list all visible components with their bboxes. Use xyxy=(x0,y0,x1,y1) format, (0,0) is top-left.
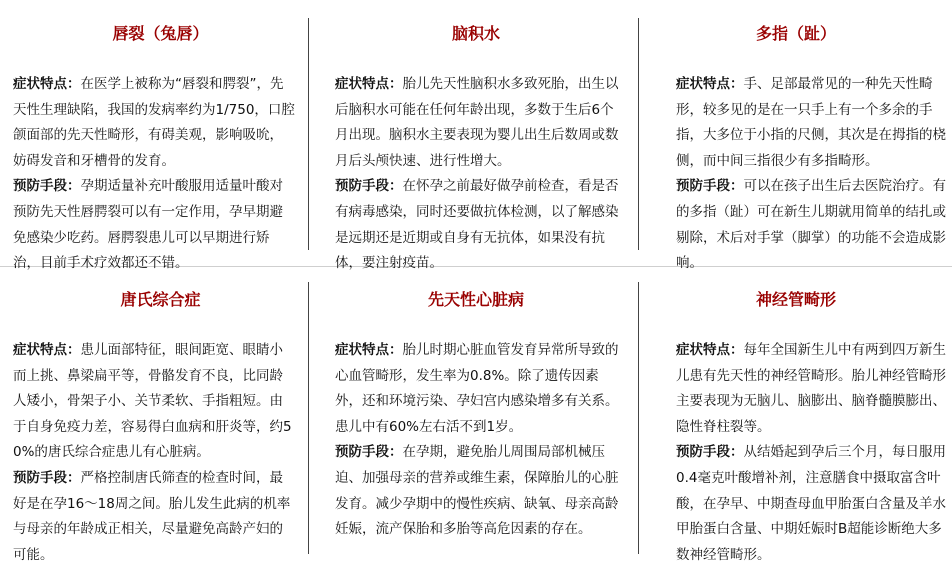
cell-cleft-lip xyxy=(0,0,308,272)
cell-title: 脑积水 xyxy=(451,24,500,43)
prevent-label: 预防手段： xyxy=(13,469,81,486)
prevent-text: 在怀孕之前最好做孕前检查，看是否有病毒感染，同时还要做抗体检测，以了解感染是远期还是近期或自身有无抗体，如果没有抗体，要注射疫苗。 xyxy=(335,178,619,272)
prevent-text: 严格控制唐氏筛查的检查时间，最好是在孕16～18周之间。胎儿发生此病的机率与母亲的年龄成正相关，尽量避免高龄产妇的可能。 xyxy=(13,469,291,563)
column-divider xyxy=(308,18,309,250)
prevent-label: 预防手段： xyxy=(335,444,403,461)
prevent-label: 预防手段： xyxy=(676,178,744,195)
cell-title: 神经管畸形 xyxy=(755,290,836,309)
cell-polydactyly xyxy=(640,0,952,272)
symptom-label: 症状特点： xyxy=(335,76,403,92)
cell-hydrocephalus xyxy=(313,0,639,272)
prevent-label: 预防手段： xyxy=(676,444,744,461)
cell-title: 先天性心脏病 xyxy=(427,290,524,309)
prevent-label: 预防手段： xyxy=(335,178,403,195)
prevent-text: 从结婚起到孕后三个月，每日服用0.4毫克叶酸增补剂，注意膳食中摄取富含叶酸，在孕早、中期查母血甲胎蛋白含量及羊水甲胎蛋白含量、中期妊娠时B超能诊断绝大多数神经管畸形。 xyxy=(676,444,946,563)
symptom-text: 每年全国新生儿中有两到四万新生儿患有先天性的神经管畸形。胎儿神经管畸形主要表现为无脑儿、脑膨出、脑脊髓膜膨出、隐性脊柱裂等。 xyxy=(676,342,946,435)
column-divider xyxy=(308,282,309,554)
symptom-label: 症状特点： xyxy=(676,76,744,92)
prevent-label: 预防手段： xyxy=(13,178,81,195)
symptom-text: 胎儿时期心脏血管发育异常所导致的心血管畸形，发生率为0.8%。除了遗传因素外，还和环境污染、孕妇宫内感染增多有关系。患儿中有60%左右活不到1岁。 xyxy=(335,342,619,435)
cell-congenital-heart-disease xyxy=(313,268,639,563)
cell-body xyxy=(13,338,295,568)
cell-body xyxy=(676,72,948,277)
cell-down-syndrome xyxy=(0,268,308,563)
symptom-label: 症状特点： xyxy=(13,342,81,358)
symptom-text: 胎儿先天性脑积水多致死胎，出生以后脑积水可能在任何年龄出现，多数于生后6个月出现。脑积水主要表现为婴儿出生后数周或数月后头颅快速、进行性增大。 xyxy=(335,76,619,169)
prevent-text: 孕期适量补充叶酸服用适量叶酸对预防先天性唇腭裂可以有一定作用，孕早期避免感染少吃药。唇腭裂患儿可以早期进行矫治，目前手术疗效都还不错。 xyxy=(13,178,283,272)
cell-title: 唇裂（兔唇） xyxy=(112,24,209,43)
cell-body xyxy=(13,72,295,277)
prevent-text: 可以在孩子出生后去医院治疗。有的多指（趾）可在新生儿期就用简单的结扎或剔除，术后对手掌（脚掌）的功能不会造成影响。 xyxy=(676,178,946,272)
cell-body xyxy=(335,338,619,543)
cell-title: 唐氏综合症 xyxy=(120,290,201,309)
symptom-text: 在医学上被称为“唇裂和腭裂”，先天性生理缺陷，我国的发病率约为1/750，口腔颌面部的先天性畸形，有碍美观，影响吸吮，妨碍发音和牙槽骨的发育。 xyxy=(13,76,295,169)
symptom-label: 症状特点： xyxy=(13,76,81,92)
prevent-text: 在孕期，避免胎儿周围局部机械压迫、加强母亲的营养或维生素，保障胎儿的心脏发育。减少孕期中的慢性疾病、缺氧、母亲高龄妊娠，流产保胎和多胎等高危因素的存在。 xyxy=(335,444,619,538)
symptom-label: 症状特点： xyxy=(335,342,403,358)
symptom-text: 手、足部最常见的一种先天性畸形，较多见的是在一只手上有一个多余的手指，大多位于小指的尺侧，其次是在拇指的桡侧，而中间三指很少有多指畸形。 xyxy=(676,76,946,169)
cell-body xyxy=(335,72,619,277)
cell-body xyxy=(676,338,948,568)
cell-title: 多指（趾） xyxy=(755,24,836,43)
cell-neural-tube-defect xyxy=(640,268,952,563)
symptom-label: 症状特点： xyxy=(676,342,744,358)
symptom-text: 患儿面部特征，眼间距宽、眼睛小而上挑、鼻梁扁平等，骨骼发育不良，比同龄人矮小，骨架子小、关节柔软、手指粗短。由于自身免疫力差，容易得白血病和肝炎等，约50%的唐氏综合症患儿有心脏病。 xyxy=(13,342,292,461)
